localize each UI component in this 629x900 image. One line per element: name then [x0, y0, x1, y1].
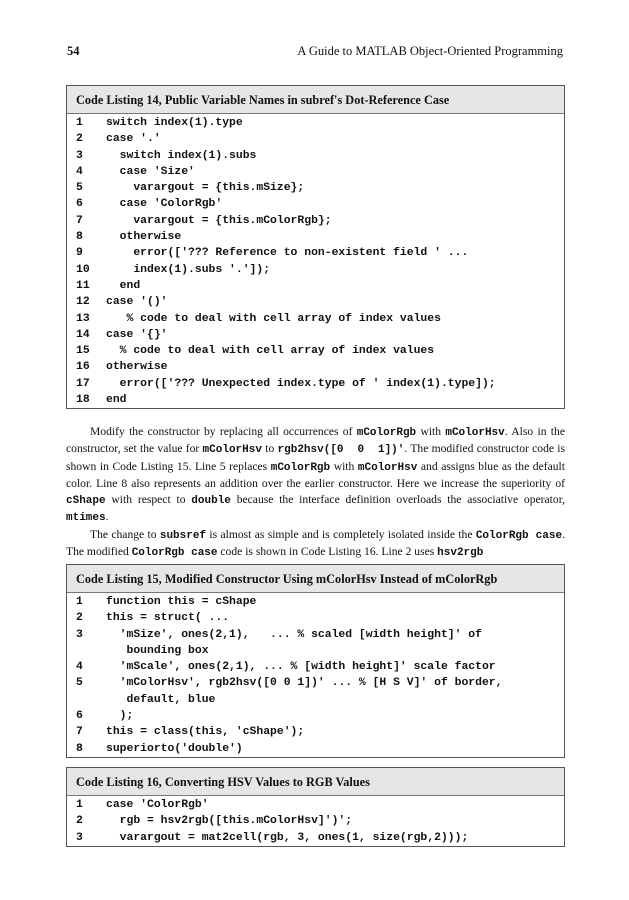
code-text: case 'ColorRgb' [106, 799, 209, 811]
code-text: varargout = {this.mColorRgb}; [106, 214, 332, 227]
code-text: otherwise [106, 231, 182, 244]
code-text: 'mSize', ones(2,1), ... % scaled [width height]' of [106, 628, 482, 641]
code-text: default, blue [106, 693, 216, 706]
line-number: 13 [76, 312, 90, 325]
code-text: index(1).subs '.']); [106, 263, 271, 276]
line-number: 5 [76, 182, 83, 195]
line-number: 10 [76, 263, 90, 276]
code-text: % code to deal with cell array of index values [106, 312, 441, 325]
code-text: this = class(this, 'cShape'); [106, 726, 305, 739]
code-line [76, 830, 556, 846]
listing-code [67, 593, 564, 757]
code-text: error(['??? Reference to non-existent field ' ... [106, 247, 469, 260]
line-number: 18 [76, 394, 90, 407]
line-number: 15 [76, 345, 90, 358]
line-number: 1 [76, 596, 83, 608]
code-text: case 'ColorRgb' [106, 198, 223, 211]
page-number: 54 [67, 44, 80, 58]
line-number: 7 [76, 726, 83, 739]
code-text: case '{}' [106, 328, 168, 341]
code-text: varargout = {this.mSize}; [106, 182, 305, 195]
line-number: 16 [76, 361, 90, 374]
line-number: 14 [76, 328, 90, 341]
line-number: 4 [76, 661, 83, 674]
line-number: 5 [76, 677, 83, 690]
code-line [76, 245, 556, 261]
line-number: 3 [76, 831, 83, 844]
code-text: rgb = hsv2rgb([this.mColorHsv]')'; [106, 815, 353, 828]
code-text: end [106, 394, 127, 407]
line-number: 3 [76, 628, 83, 641]
paragraph: The change to subsref is almost as simple and is completely isolated inside the ColorRgb case. The modified ColorRgb case code is shown in Code Listing 16. Line 2 uses hsv2rgb [66, 527, 565, 560]
code-text: 'mColorHsv', rgb2hsv([0 0 1])' ... % [H S V]' of border, [106, 677, 503, 690]
line-number: 8 [76, 742, 83, 755]
listing-code [67, 796, 564, 846]
body-text [66, 424, 565, 561]
code-line [76, 294, 556, 310]
code-listing-15 [66, 564, 565, 758]
code-line [76, 180, 556, 196]
page-header [67, 44, 563, 62]
line-number: 2 [76, 815, 83, 828]
line-number: 7 [76, 214, 83, 227]
code-text: switch index(1).type [106, 117, 243, 129]
code-line [76, 724, 556, 740]
code-text: switch index(1).subs [106, 149, 257, 162]
line-number: 9 [76, 247, 83, 260]
line-number: 2 [76, 133, 83, 146]
code-text: superiorto('double') [106, 742, 243, 755]
code-text: end [106, 279, 141, 292]
code-line [76, 392, 556, 408]
code-line [76, 643, 556, 659]
listing-caption: Code Listing 15, Modified Constructor Using mColorHsv Instead of mColorRgb [67, 565, 564, 593]
code-text: error(['??? Unexpected index.type of ' index(1).type]); [106, 377, 496, 390]
code-line [76, 692, 556, 708]
code-line [76, 359, 556, 375]
code-text: case '()' [106, 296, 168, 309]
code-line [76, 229, 556, 245]
line-number: 17 [76, 377, 90, 390]
code-text: bounding box [106, 644, 209, 657]
line-number: 6 [76, 710, 83, 723]
code-line [76, 594, 556, 610]
code-line [76, 311, 556, 327]
code-text: 'mScale', ones(2,1), ... % [width height]' scale factor [106, 661, 496, 674]
line-number: 3 [76, 149, 83, 162]
code-line [76, 741, 556, 757]
code-line [76, 131, 556, 147]
code-line [76, 148, 556, 164]
code-line [76, 610, 556, 626]
code-line [76, 797, 556, 813]
code-text: varargout = mat2cell(rgb, 3, ones(1, size(rgb,2))); [106, 831, 469, 844]
code-line [76, 164, 556, 180]
code-line [76, 343, 556, 359]
code-line [76, 813, 556, 829]
code-line [76, 708, 556, 724]
code-text: ); [106, 710, 134, 723]
code-text: this = struct( ... [106, 612, 230, 625]
code-listing-16 [66, 767, 565, 847]
line-number: 11 [76, 279, 90, 292]
listing-caption: Code Listing 16, Converting HSV Values to RGB Values [67, 768, 564, 796]
code-text: % code to deal with cell array of index values [106, 345, 435, 358]
listing-caption: Code Listing 14, Public Variable Names in subref's Dot-Reference Case [67, 86, 564, 114]
line-number: 8 [76, 231, 83, 244]
line-number: 4 [76, 165, 83, 178]
line-number: 1 [76, 117, 83, 129]
code-line [76, 376, 556, 392]
line-number: 1 [76, 799, 83, 811]
listing-code [67, 114, 564, 408]
code-listing-14 [66, 85, 565, 409]
code-line [76, 278, 556, 294]
running-title: A Guide to MATLAB Object-Oriented Programming [297, 44, 563, 58]
code-line [76, 327, 556, 343]
code-line [76, 115, 556, 131]
line-number: 12 [76, 296, 90, 309]
code-text: case 'Size' [106, 165, 195, 178]
code-line [76, 196, 556, 212]
paragraph: Modify the constructor by replacing all occurrences of mColorRgb with mColorHsv. Also in the constructor, set the value for mColorHsv to rgb2hsv([0 0 1])'. The modified constructor code is shown in Code Listing 15. Line 5 replaces mColorRgb with mColorHsv and assigns blue as the default color. Line 8 also represents an addition over the earlier constructor. Here we increase the superiority of cShape with respect to double because the interface definition overloads the associative operator, mtimes. [66, 425, 566, 525]
code-text: case '.' [106, 133, 161, 146]
code-line [76, 659, 556, 675]
code-line [76, 262, 556, 278]
code-text: otherwise [106, 361, 168, 374]
line-number: 2 [76, 612, 83, 625]
code-line [76, 213, 556, 229]
code-line [76, 627, 556, 643]
code-text: function this = cShape [106, 596, 257, 608]
code-line [76, 675, 556, 691]
line-number: 6 [76, 198, 83, 211]
